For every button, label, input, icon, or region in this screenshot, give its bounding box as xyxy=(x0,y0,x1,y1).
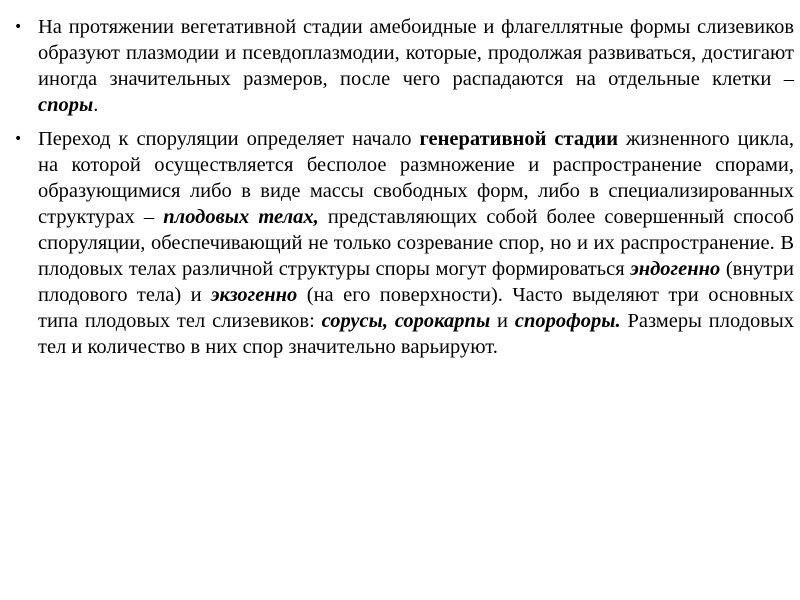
term-sorocarps: сорокарпы xyxy=(394,310,491,332)
bullet-item-generative-stage xyxy=(14,126,794,360)
paragraph-text: жизненного цикла, на которой осуществляется бесполое размножение и распространение спорами, образующимися либо в виде массы свободных форм, либо в специализированных структурах – xyxy=(38,128,794,228)
bullet-item-vegetative-stage xyxy=(14,14,794,118)
term-generative-stage: генеративной стадии xyxy=(419,128,619,150)
paragraph-text: Размеры плодовых тел и количество в них спор значительно варьируют. xyxy=(38,310,794,358)
paragraph-text xyxy=(388,310,395,332)
paragraph-text: (на его поверхности). Часто выделяют три основных типа плодовых тел слизевиков: xyxy=(38,284,794,332)
term-exogenous: экзогенно xyxy=(211,284,298,306)
paragraph-text: . xyxy=(93,94,99,116)
paragraph-text: На протяжении вегетативной стадии амебоидные и флагеллятные формы слизевиков образуют плазмодии и псевдоплазмодии, которые, продолжая развиваться, достигают иногда значительных размеров, после чего распадаются на отдельные клетки – xyxy=(38,16,794,90)
term-sori: сорусы, xyxy=(321,310,388,332)
term-spores: споры xyxy=(38,94,94,116)
term-fruit-bodies: плодовых телах, xyxy=(163,206,319,228)
term-endogenous: эндогенно xyxy=(630,258,721,280)
paragraph-text: представляющих собой более совершенный способ споруляции, обеспечивающий не только созревание спор, но и их распространение. В плодовых телах различной структуры споры могут формироваться xyxy=(38,206,794,280)
paragraph-text: и xyxy=(490,310,515,332)
bullet-list xyxy=(14,14,794,368)
bullet-dot-icon: • xyxy=(14,131,23,147)
bullet-dot-icon: • xyxy=(14,19,23,35)
paragraph-text: Переход к споруляции определяет начало xyxy=(38,128,420,150)
paragraph-text: (внутри плодового тела) и xyxy=(38,258,794,306)
term-sporophores: спорофоры. xyxy=(514,310,621,332)
